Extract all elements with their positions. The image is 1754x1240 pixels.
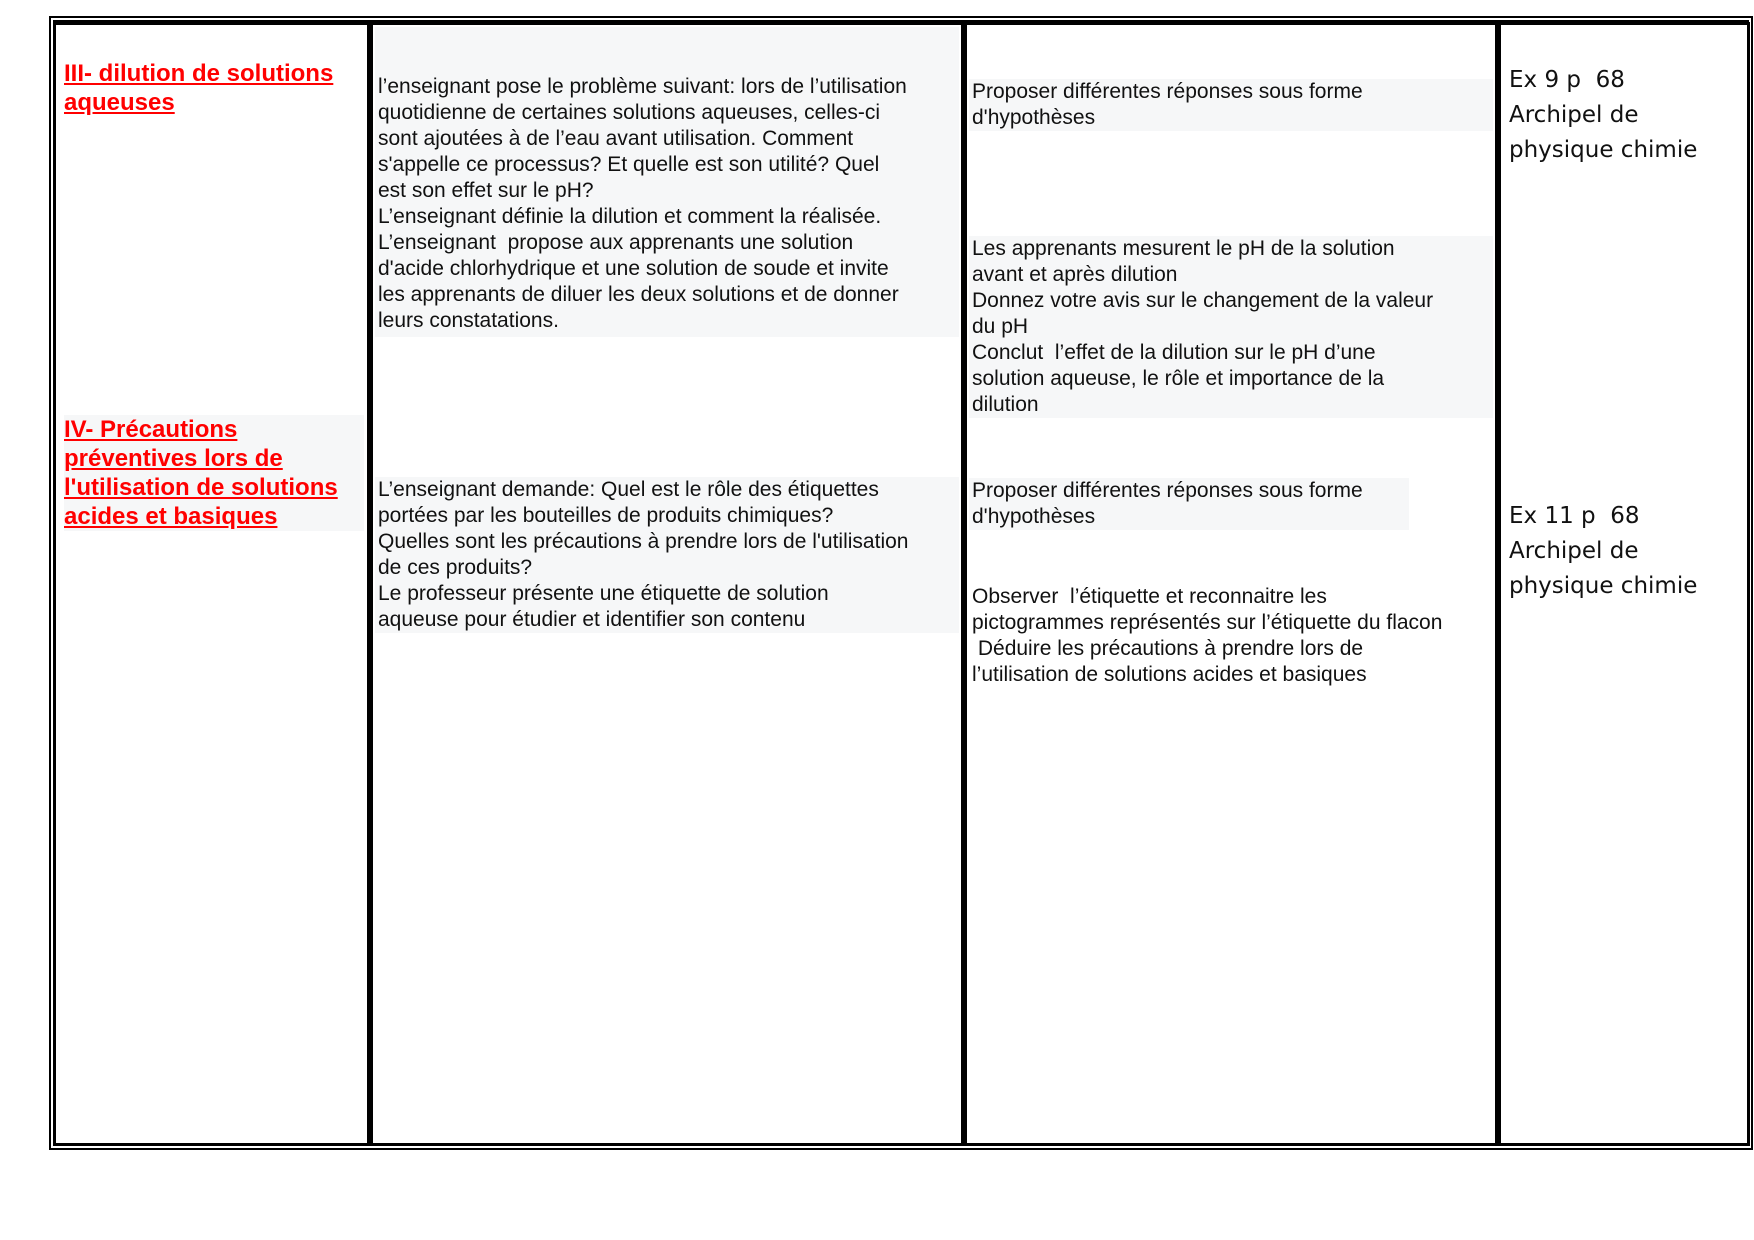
- section-title-line: acides et basiques: [64, 503, 278, 530]
- reference-line: physique chimie: [1509, 573, 1698, 599]
- section-title-line: l'utilisation de solutions: [64, 474, 338, 501]
- reference-line: Archipel de: [1509, 102, 1639, 128]
- reference-line: Ex 11 p 68: [1509, 503, 1640, 529]
- reference-line: Archipel de: [1509, 538, 1639, 564]
- section-title-line: aqueuses: [64, 89, 175, 116]
- reference-line: Ex 9 p 68: [1509, 67, 1625, 93]
- reference-line: physique chimie: [1509, 137, 1698, 163]
- section-title-line: III- dilution de solutions: [64, 60, 334, 87]
- learner-activity-precautions: Observer l’étiquette et reconnaitre les pictogrammes représentés sur l’étiquette du flacon Déduire les précautions à prendre lors de l’utilisation de solutions acides et basiques: [972, 585, 1443, 686]
- reference-exercise-11: [1509, 499, 1697, 604]
- section-title-line: préventives lors de: [64, 445, 283, 472]
- column-teacher-activity: [370, 22, 964, 1146]
- column-section-titles: [53, 22, 370, 1146]
- learner-hypotheses-precautions: Proposer différentes réponses sous forme d'hypothèses: [969, 478, 1409, 530]
- learner-activity-dilution: Les apprenants mesurent le pH de la solution avant et après dilution Donnez votre avis sur le changement de la valeur du pH Conclut l’effet de la dilution sur le pH d’une solution aqueuse, le rôle et importance de la dilution: [969, 236, 1493, 418]
- section-title-dilution: [64, 59, 333, 117]
- section-title-line: IV- Précautions: [64, 416, 238, 443]
- section-title-precautions: [64, 415, 364, 531]
- teacher-activity-precautions: L’enseignant demande: Quel est le rôle des étiquettes portées par les bouteilles de produits chimiques? Quelles sont les précautions à prendre lors de l'utilisation de ces produits? Le professeur présente une étiquette de solution aqueuse pour étudier et identifier son contenu: [375, 477, 959, 633]
- learner-hypotheses-dilution: Proposer différentes réponses sous forme d'hypothèses: [969, 79, 1493, 131]
- column-references: [1498, 22, 1750, 1146]
- reference-exercise-9: [1509, 63, 1697, 168]
- column-learner-activity: [964, 22, 1498, 1146]
- teacher-activity-dilution: l’enseignant pose le problème suivant: lors de l’utilisation quotidienne de certaines solutions aqueuses, celles-ci sont ajoutées à de l’eau avant utilisation. Comment s'appelle ce processus? Et quelle est son utilité? Quel est son effet sur le pH? L’enseignant définie la dilution et comment la réalisée. L’enseignant propose aux apprenants une solution d'acide chlorhydrique et une solution de soude et invite les apprenants de diluer les deux solutions et de donner leurs constatations.: [375, 27, 959, 337]
